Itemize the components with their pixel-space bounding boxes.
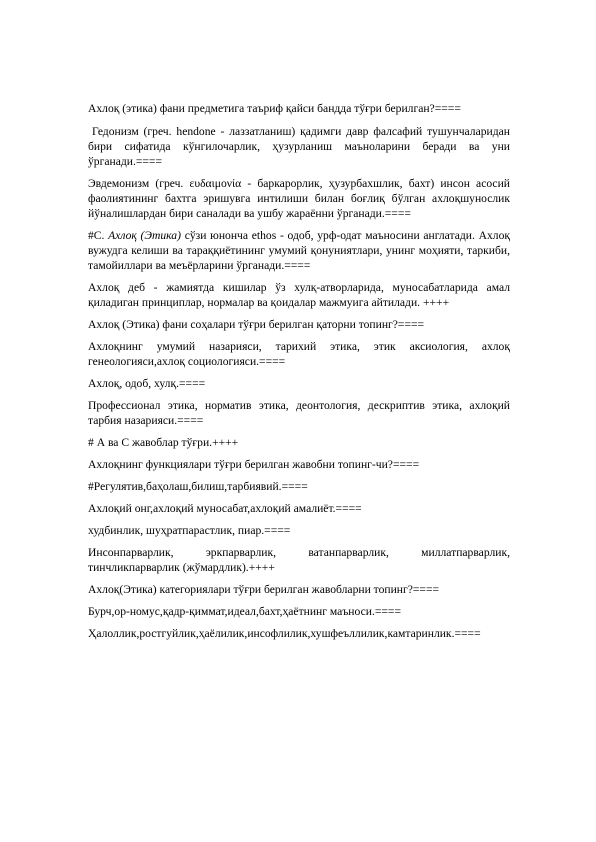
answer-2-a: Ахлоқнинг умумий назарияси, тарихий этика, этик аксиология, ахлоқ генеологияси,ахлоқ социологияси.==== bbox=[88, 340, 510, 368]
question-2: Ахлоқ (Этика) фани соҳалари тўғри берилган қаторни топинг?==== bbox=[88, 318, 425, 331]
question-1: Ахлоқ (этика) фани предметига таъриф қайси бандда тўғри берилган?==== bbox=[88, 102, 461, 115]
answer-1-eudemonism: Эвдемонизм (греч. ευδαιμονία - баркарорлик, ҳузурбахшлик, бахт) инсон асосий фаолиятининг бахтга эришувга интилиши билан боғлиқ бўлган ахлоқшунослик йўналишлардан бири саналади ва ушбу жараённи ўрганади.==== bbox=[88, 177, 510, 220]
answer-4-a: Бурч,ор-номус,қадр-қиммат,идеал,бахт,ҳаётнинг маъноси.==== bbox=[88, 605, 402, 618]
document-page bbox=[88, 101, 510, 648]
answer-1-prefix: #С. bbox=[88, 229, 109, 242]
question-4: Ахлоқ(Этика) категориялари тўғри берилган жавобларни топинг?==== bbox=[88, 583, 440, 596]
answer-1-term: Ахлоқ (Этика) bbox=[108, 229, 181, 242]
answer-1-definition: Ахлоқ деб - жамиятда кишилар ўз хулқ-атворларида, муносабатларида амал қиладиган принциплар, нормалар ва қоидалар мажмуига айтилади. ++++ bbox=[88, 281, 510, 309]
answer-1-body: сўзи юнонча ethos - одоб, урф-одат маъносини англатади. Ахлоқ вужудга келиши ва тараққиётининг умумий қонуниятлари, унинг моҳияти, таркиби, тамойиллари ва меъёрларини ўрганади.==== bbox=[88, 229, 510, 272]
answer-3-b: Ахлоқий онг,ахлоқий муносабат,ахлоқий амалиёт.==== bbox=[88, 502, 362, 515]
answer-1-hedonism: Гедонизм (греч. hendone - лаззатланиш) қадимги давр фалсафий тушунчаларидан бири сифатида кўнгилочарлик, ҳузурланиш маъноларини беради ва уни ўрганади.==== bbox=[88, 125, 510, 168]
question-3: Ахлоқнинг функциялари тўғри берилган жавобни топинг-чи?==== bbox=[88, 458, 420, 471]
answer-1-correct bbox=[88, 228, 510, 273]
answer-2-b: Ахлоқ, одоб, хулқ.==== bbox=[88, 377, 206, 390]
answer-4-b: Ҳалоллик,ростгуйлик,ҳаёлилик,инсофлилик,хушфеъллилик,камтаринлик.==== bbox=[88, 627, 481, 640]
answer-3-a: #Регулятив,баҳолаш,билиш,тарбиявий.==== bbox=[88, 480, 308, 493]
answer-3-c: худбинлик, шуҳратпарастлик, пиар.==== bbox=[88, 524, 291, 537]
answer-2-d: # А ва С жавоблар тўғри.++++ bbox=[88, 436, 239, 449]
answer-3-d: Инсонпарварлик, эркпарварлик, ватанпарварлик, миллатпарварлик, тинчликпарварлик (жўмардлик).++++ bbox=[88, 546, 510, 574]
answer-2-c: Профессионал этика, норматив этика, деонтология, дескриптив этика, ахлоқий тарбия назарияси.==== bbox=[88, 399, 510, 427]
